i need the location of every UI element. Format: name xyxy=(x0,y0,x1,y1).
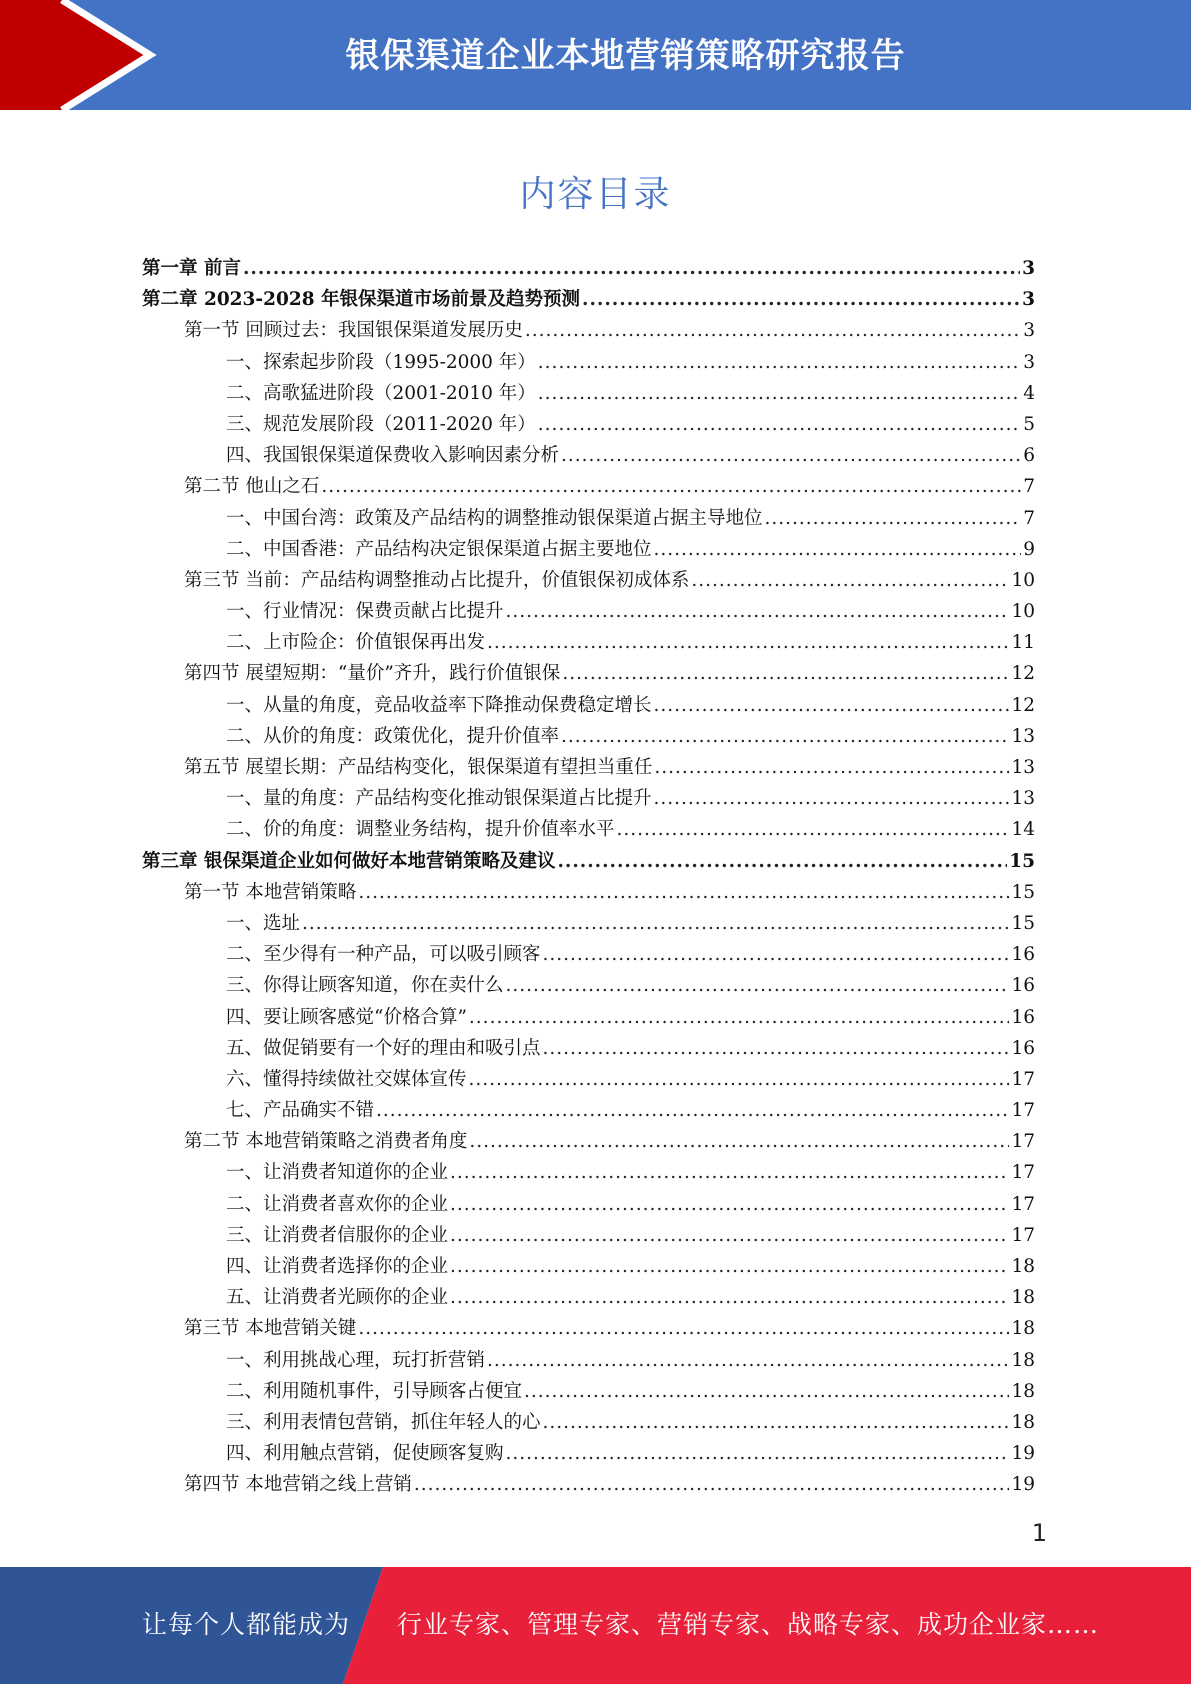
toc-entry-page: 17 xyxy=(1011,1162,1035,1184)
toc-leader-dots xyxy=(582,289,1020,310)
toc-entry-page: 18 xyxy=(1011,1411,1035,1433)
toc-entry-page: 19 xyxy=(1011,1443,1035,1465)
toc-entry[interactable] xyxy=(142,815,1035,846)
toc-entry-title: 七、产品确实不错 xyxy=(226,1100,375,1122)
toc-leader-dots xyxy=(654,695,1010,716)
toc-leader-dots xyxy=(562,663,1009,684)
toc-leader-dots xyxy=(561,726,1009,747)
toc-entry-title: 三、规范发展阶段（2011-2020 年） xyxy=(226,413,536,435)
toc-entry-title: 第二节 他山之石 xyxy=(184,476,320,498)
toc-leader-dots xyxy=(321,476,1021,497)
toc-entry-title: 一、行业情况：保费贡献占比提升 xyxy=(226,601,504,623)
toc-entry-title: 第一节 回顾过去：我国银保渠道发展历史 xyxy=(184,320,523,342)
toc-entry-title: 一、量的角度：产品结构变化推动银保渠道占比提升 xyxy=(226,788,652,810)
toc-leader-dots xyxy=(487,632,1009,653)
toc-entry-page: 11 xyxy=(1011,632,1035,654)
toc-entry-page: 10 xyxy=(1011,569,1035,591)
toc-entry-page: 17 xyxy=(1011,1193,1035,1215)
footer-slogan-left: 让每个人都能成为 xyxy=(142,1610,351,1639)
toc-leader-dots xyxy=(506,601,1010,622)
toc-entry[interactable] xyxy=(142,535,1035,566)
toc-entry-page: 18 xyxy=(1011,1287,1035,1309)
toc-entry-page: 15 xyxy=(1011,881,1035,903)
toc-entry-title: 第一章 前言 xyxy=(142,258,241,279)
toc-entry-title: 第二章 2023-2028 年银保渠道市场前景及趋势预测 xyxy=(142,289,581,311)
toc-entry[interactable] xyxy=(142,878,1035,909)
toc-leader-dots xyxy=(543,1412,1010,1433)
toc-leader-dots xyxy=(469,1007,1010,1028)
toc-entry[interactable] xyxy=(142,379,1035,410)
toc-entry-title: 第一节 本地营销策略 xyxy=(184,881,357,903)
toc-entry-page: 15 xyxy=(1011,912,1035,934)
toc-entry-page: 4 xyxy=(1023,382,1035,404)
toc-leader-dots xyxy=(302,913,1009,934)
toc-entry-title: 第三节 当前：产品结构调整推动占比提升，价值银保初成体系 xyxy=(184,569,690,591)
toc-entry-page: 16 xyxy=(1011,944,1035,966)
toc-entry-title: 一、从量的角度，竞品收益率下降推动保费稳定增长 xyxy=(226,694,652,716)
toc-entry-page: 17 xyxy=(1011,1100,1035,1122)
toc-leader-dots xyxy=(506,975,1010,996)
toc-entry[interactable] xyxy=(142,1470,1035,1501)
toc-leader-dots xyxy=(538,352,1021,373)
toc-entry[interactable] xyxy=(142,1346,1035,1377)
toc-entry-page: 13 xyxy=(1011,757,1035,778)
toc-entry[interactable] xyxy=(142,847,1035,878)
toc-entry[interactable] xyxy=(142,1190,1035,1221)
toc-entry[interactable] xyxy=(142,566,1035,597)
table-of-contents xyxy=(142,254,1035,1502)
toc-entry-title: 五、让消费者光顾你的企业 xyxy=(226,1287,449,1309)
toc-entry-page: 18 xyxy=(1011,1318,1035,1340)
toc-entry-title: 第三节 本地营销关键 xyxy=(184,1318,357,1340)
toc-leader-dots xyxy=(450,1194,1009,1215)
toc-leader-dots xyxy=(450,1162,1009,1183)
toc-leader-dots xyxy=(654,757,1009,778)
toc-entry-page: 17 xyxy=(1011,1224,1035,1246)
toc-leader-dots xyxy=(543,1038,1010,1059)
toc-entry-page: 18 xyxy=(1011,1349,1035,1371)
toc-entry[interactable] xyxy=(142,722,1035,753)
toc-leader-dots xyxy=(557,851,1007,872)
toc-entry-page: 16 xyxy=(1011,975,1035,997)
toc-heading: 内容目录 xyxy=(519,174,672,215)
toc-entry-page: 3 xyxy=(1022,258,1035,279)
toc-entry-title: 一、让消费者知道你的企业 xyxy=(226,1162,449,1184)
toc-entry[interactable] xyxy=(142,348,1035,379)
toc-leader-dots xyxy=(376,1100,1009,1121)
toc-entry-title: 二、高歌猛进阶段（2001-2010 年） xyxy=(226,382,536,404)
footer-slogan-right: 行业专家、管理专家、营销专家、战略专家、成功企业家…… xyxy=(397,1610,1100,1639)
toc-entry-page: 12 xyxy=(1011,694,1035,716)
toc-entry-title: 一、中国台湾：政策及产品结构的调整推动银保渠道占据主导地位 xyxy=(226,507,763,529)
toc-entry[interactable] xyxy=(142,1096,1035,1127)
toc-entry-title: 二、至少得有一种产品，可以吸引顾客 xyxy=(226,944,541,966)
toc-entry-page: 15 xyxy=(1009,850,1035,872)
toc-entry[interactable] xyxy=(142,784,1035,815)
toc-leader-dots xyxy=(543,944,1010,965)
page-footer xyxy=(0,1567,1191,1684)
toc-entry-title: 六、懂得持续做社交媒体宣传 xyxy=(226,1068,467,1090)
toc-entry-title: 四、利用触点营销，促使顾客复购 xyxy=(226,1443,504,1465)
toc-entry-page: 17 xyxy=(1011,1131,1035,1153)
toc-entry-page: 3 xyxy=(1023,320,1035,342)
toc-entry-page: 16 xyxy=(1011,1037,1035,1059)
toc-entry[interactable] xyxy=(142,909,1035,940)
toc-entry[interactable] xyxy=(142,1314,1035,1345)
toc-leader-dots xyxy=(469,1069,1010,1090)
toc-entry[interactable] xyxy=(142,1221,1035,1252)
toc-entry-title: 一、选址 xyxy=(226,912,301,934)
toc-entry-title: 二、中国香港：产品结构决定银保渠道占据主要地位 xyxy=(226,538,652,560)
toc-entry-title: 四、我国银保渠道保费收入影响因素分析 xyxy=(226,445,560,467)
toc-entry[interactable] xyxy=(142,753,1035,784)
toc-entry-title: 第四节 展望短期：“量价”齐升，践行价值银保 xyxy=(184,663,561,685)
toc-entry-page: 9 xyxy=(1023,538,1035,560)
toc-entry-title: 第五节 展望长期：产品结构变化，银保渠道有望担当重任 xyxy=(184,757,653,778)
toc-entry-title: 二、价的角度：调整业务结构，提升价值率水平 xyxy=(226,819,615,841)
toc-leader-dots xyxy=(765,508,1022,529)
toc-leader-dots xyxy=(561,445,1021,466)
toc-entry-title: 第二节 本地营销策略之消费者角度 xyxy=(184,1131,468,1153)
toc-entry-title: 一、探索起步阶段（1995-2000 年） xyxy=(226,351,536,373)
toc-leader-dots xyxy=(487,1350,1009,1371)
toc-leader-dots xyxy=(538,414,1021,435)
toc-entry-title: 四、让消费者选择你的企业 xyxy=(226,1256,449,1277)
toc-entry-title: 三、让消费者信服你的企业 xyxy=(226,1224,449,1246)
toc-entry[interactable] xyxy=(142,1283,1035,1314)
toc-entry[interactable] xyxy=(142,1158,1035,1189)
toc-entry-page: 18 xyxy=(1011,1380,1035,1402)
toc-entry-title: 四、要让顾客感觉“价格合算” xyxy=(226,1006,467,1028)
toc-entry-title: 二、让消费者喜欢你的企业 xyxy=(226,1193,449,1215)
report-title: 银保渠道企业本地营销策略研究报告 xyxy=(345,36,906,76)
toc-leader-dots xyxy=(691,570,1009,591)
toc-entry[interactable] xyxy=(142,441,1035,472)
toc-entry-title: 二、从价的角度：政策优化，提升价值率 xyxy=(226,725,560,747)
toc-entry-page: 10 xyxy=(1011,601,1035,623)
toc-entry-page: 14 xyxy=(1011,819,1035,841)
toc-leader-dots xyxy=(450,1287,1009,1308)
toc-entry[interactable] xyxy=(142,285,1035,316)
toc-leader-dots xyxy=(358,1318,1009,1339)
toc-entry[interactable] xyxy=(142,659,1035,690)
toc-entry[interactable] xyxy=(142,940,1035,971)
toc-entry[interactable] xyxy=(142,597,1035,628)
toc-entry-title: 五、做促销要有一个好的理由和吸引点 xyxy=(226,1037,541,1059)
toc-entry[interactable] xyxy=(142,1439,1035,1470)
toc-leader-dots xyxy=(414,1474,1010,1495)
toc-entry[interactable] xyxy=(142,1127,1035,1158)
toc-entry-page: 13 xyxy=(1011,788,1035,810)
toc-leader-dots xyxy=(654,788,1010,809)
toc-entry-page: 5 xyxy=(1023,413,1035,435)
toc-entry-title: 三、你得让顾客知道，你在卖什么 xyxy=(226,975,504,997)
toc-entry-page: 3 xyxy=(1023,351,1035,373)
toc-leader-dots xyxy=(538,383,1021,404)
toc-entry-page: 17 xyxy=(1011,1068,1035,1090)
toc-entry[interactable] xyxy=(142,254,1035,285)
toc-entry-page: 19 xyxy=(1011,1474,1035,1496)
toc-entry[interactable] xyxy=(142,1252,1035,1283)
toc-entry-title: 三、利用表情包营销，抓住年轻人的心 xyxy=(226,1411,541,1433)
toc-entry-page: 16 xyxy=(1011,1006,1035,1028)
toc-entry[interactable] xyxy=(142,1377,1035,1408)
toc-leader-dots xyxy=(358,882,1009,903)
toc-entry-page: 7 xyxy=(1023,507,1035,529)
toc-leader-dots xyxy=(450,1256,1009,1277)
toc-leader-dots xyxy=(525,320,1021,341)
toc-leader-dots xyxy=(617,819,1010,840)
toc-entry[interactable] xyxy=(142,628,1035,659)
toc-entry[interactable] xyxy=(142,316,1035,347)
toc-entry-title: 二、上市险企：价值银保再出发 xyxy=(226,632,486,654)
toc-entry[interactable] xyxy=(142,971,1035,1002)
toc-entry-title: 一、利用挑战心理，玩打折营销 xyxy=(226,1349,486,1371)
toc-entry-title: 二、利用随机事件，引导顾客占便宜 xyxy=(226,1380,523,1402)
toc-leader-dots xyxy=(450,1225,1009,1246)
toc-entry-page: 7 xyxy=(1023,476,1035,498)
toc-entry[interactable] xyxy=(142,1408,1035,1439)
toc-leader-dots xyxy=(506,1443,1010,1464)
toc-entry[interactable] xyxy=(142,1003,1035,1034)
toc-leader-dots xyxy=(243,258,1020,279)
toc-entry-page: 18 xyxy=(1011,1256,1035,1277)
toc-entry-title: 第四节 本地营销之线上营销 xyxy=(184,1474,412,1496)
toc-entry[interactable] xyxy=(142,504,1035,535)
toc-entry[interactable] xyxy=(142,1034,1035,1065)
toc-entry[interactable] xyxy=(142,691,1035,722)
toc-entry[interactable] xyxy=(142,472,1035,503)
toc-leader-dots xyxy=(469,1131,1009,1152)
toc-entry[interactable] xyxy=(142,410,1035,441)
toc-entry-page: 13 xyxy=(1011,725,1035,747)
toc-entry-page: 12 xyxy=(1011,663,1035,685)
toc-entry-page: 6 xyxy=(1023,445,1035,467)
toc-entry-page: 3 xyxy=(1022,289,1035,311)
page-header xyxy=(0,0,1191,110)
toc-leader-dots xyxy=(524,1381,1009,1402)
page-number: 1 xyxy=(1031,1519,1047,1547)
toc-entry-title: 第三章 银保渠道企业如何做好本地营销策略及建议 xyxy=(142,850,556,872)
toc-leader-dots xyxy=(654,539,1022,560)
toc-entry[interactable] xyxy=(142,1065,1035,1096)
